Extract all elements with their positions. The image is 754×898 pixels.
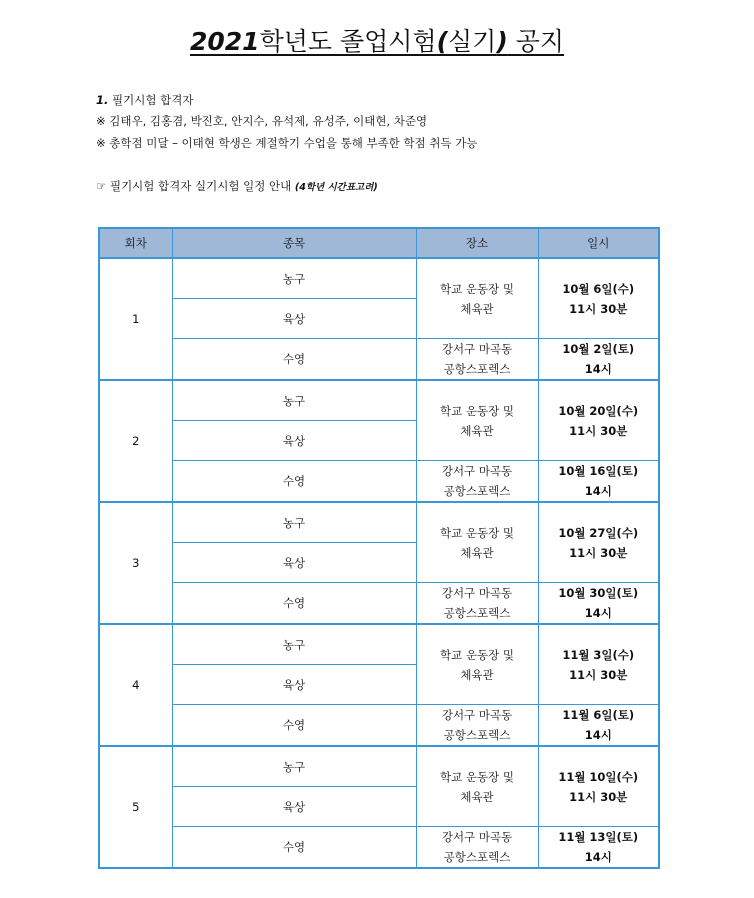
credit-note: ※ 총학점 미달 – 이태현 학생은 계절학기 수업을 통해 부족한 학점 취득 가능 <box>96 136 478 150</box>
datetime-cell <box>538 461 659 503</box>
place-line: 공항스포렉스 <box>443 484 511 498</box>
title-tail: 공지 <box>507 27 565 56</box>
title-main: 학년도 졸업시험 <box>259 27 437 56</box>
time-line: 11시 30분 <box>569 789 628 804</box>
time-line: 11시 30분 <box>569 545 628 560</box>
time-line: 14시 <box>584 728 612 742</box>
table-row <box>99 624 659 665</box>
schedule-intro-text: ☞ 필기시험 합격자 실기시험 일정 안내 <box>96 179 295 193</box>
place-line: 공항스포렉스 <box>443 362 511 376</box>
place-line: 체육관 <box>460 789 494 804</box>
time-line: 14시 <box>584 484 612 498</box>
event-cell: 농구 <box>172 502 416 543</box>
table-row <box>99 502 659 543</box>
datetime-cell <box>538 339 659 381</box>
event-cell: 수영 <box>172 827 416 869</box>
place-cell <box>416 258 538 339</box>
place-line: 학교 운동장 및 <box>440 403 514 418</box>
date-line: 10월 16일(토) <box>558 464 639 478</box>
round-number: 1 <box>99 258 172 380</box>
schedule-table <box>98 227 660 869</box>
event-cell: 육상 <box>172 665 416 705</box>
event-cell: 육상 <box>172 543 416 583</box>
date-line: 10월 27일(수) <box>558 525 639 540</box>
time-line: 14시 <box>584 850 612 864</box>
title-paren-close: ) <box>496 27 508 56</box>
place-line: 강서구 마곡동 <box>441 830 513 844</box>
place-cell <box>416 502 538 583</box>
section-number: 1. <box>96 93 109 107</box>
place-cell <box>416 746 538 827</box>
place-line: 체육관 <box>460 423 494 438</box>
date-line: 10월 20일(수) <box>558 403 639 418</box>
table-header-row <box>99 228 659 258</box>
datetime-cell <box>538 746 659 827</box>
time-line: 11시 30분 <box>569 423 628 438</box>
date-line: 11월 13일(토) <box>558 830 639 844</box>
datetime-cell <box>538 583 659 625</box>
event-cell: 농구 <box>172 380 416 421</box>
time-line: 11시 30분 <box>569 301 628 316</box>
title-year: 2021 <box>189 27 260 56</box>
time-line: 11시 30분 <box>569 667 628 682</box>
place-cell <box>416 827 538 869</box>
section-heading <box>96 92 193 108</box>
header-round: 회차 <box>99 228 172 258</box>
place-line: 체육관 <box>460 301 494 316</box>
place-line: 학교 운동장 및 <box>440 281 514 296</box>
table-row <box>99 380 659 421</box>
place-cell <box>416 461 538 503</box>
time-line: 14시 <box>584 606 612 620</box>
place-line: 체육관 <box>460 545 494 560</box>
place-cell <box>416 339 538 381</box>
table-row <box>99 746 659 787</box>
event-cell: 농구 <box>172 624 416 665</box>
place-line: 학교 운동장 및 <box>440 769 514 784</box>
schedule-intro-sub: (4학년 시간표고려) <box>294 182 378 193</box>
place-line: 학교 운동장 및 <box>440 647 514 662</box>
table-row <box>99 461 659 503</box>
schedule-intro <box>96 178 378 194</box>
place-line: 학교 운동장 및 <box>440 525 514 540</box>
title-paren-mid: 실기 <box>448 27 497 56</box>
event-cell: 수영 <box>172 339 416 381</box>
table-row <box>99 827 659 869</box>
title-paren-open: ( <box>436 27 449 56</box>
event-cell: 수영 <box>172 461 416 503</box>
passers-list: ※ 김태우, 김홍겸, 박진호, 안지수, 유석제, 유성주, 이태현, 차준영 <box>96 114 428 128</box>
event-cell: 육상 <box>172 299 416 339</box>
event-cell: 수영 <box>172 705 416 747</box>
place-line: 공항스포렉스 <box>443 606 511 620</box>
event-cell: 수영 <box>172 583 416 625</box>
header-event: 종목 <box>172 228 416 258</box>
event-cell: 농구 <box>172 258 416 299</box>
event-cell: 농구 <box>172 746 416 787</box>
datetime-cell <box>538 827 659 869</box>
date-line: 11월 10일(수) <box>558 769 639 784</box>
event-cell: 육상 <box>172 787 416 827</box>
place-line: 공항스포렉스 <box>443 850 511 864</box>
date-line: 10월 30일(토) <box>558 586 639 600</box>
date-line: 11월 3일(수) <box>562 647 635 662</box>
event-cell: 육상 <box>172 421 416 461</box>
place-line: 강서구 마곡동 <box>441 586 513 600</box>
place-cell <box>416 705 538 747</box>
datetime-cell <box>538 258 659 339</box>
table-row <box>99 583 659 625</box>
section-title: 필기시험 합격자 <box>112 93 194 107</box>
page-title <box>0 26 754 58</box>
place-line: 강서구 마곡동 <box>441 342 513 356</box>
place-line: 공항스포렉스 <box>443 728 511 742</box>
header-datetime: 일시 <box>538 228 659 258</box>
table-row <box>99 705 659 747</box>
header-place: 장소 <box>416 228 538 258</box>
table-row <box>99 258 659 299</box>
place-cell <box>416 583 538 625</box>
date-line: 10월 6일(수) <box>562 281 635 296</box>
place-cell <box>416 380 538 461</box>
place-line: 강서구 마곡동 <box>441 464 513 478</box>
table-row <box>99 339 659 381</box>
round-number: 3 <box>99 502 172 624</box>
place-line: 강서구 마곡동 <box>441 708 513 722</box>
place-cell <box>416 624 538 705</box>
datetime-cell <box>538 705 659 747</box>
place-line: 체육관 <box>460 667 494 682</box>
round-number: 2 <box>99 380 172 502</box>
datetime-cell <box>538 380 659 461</box>
datetime-cell <box>538 502 659 583</box>
round-number: 4 <box>99 624 172 746</box>
time-line: 14시 <box>584 362 612 376</box>
date-line: 11월 6일(토) <box>562 708 635 722</box>
date-line: 10월 2일(토) <box>562 342 635 356</box>
round-number: 5 <box>99 746 172 868</box>
datetime-cell <box>538 624 659 705</box>
